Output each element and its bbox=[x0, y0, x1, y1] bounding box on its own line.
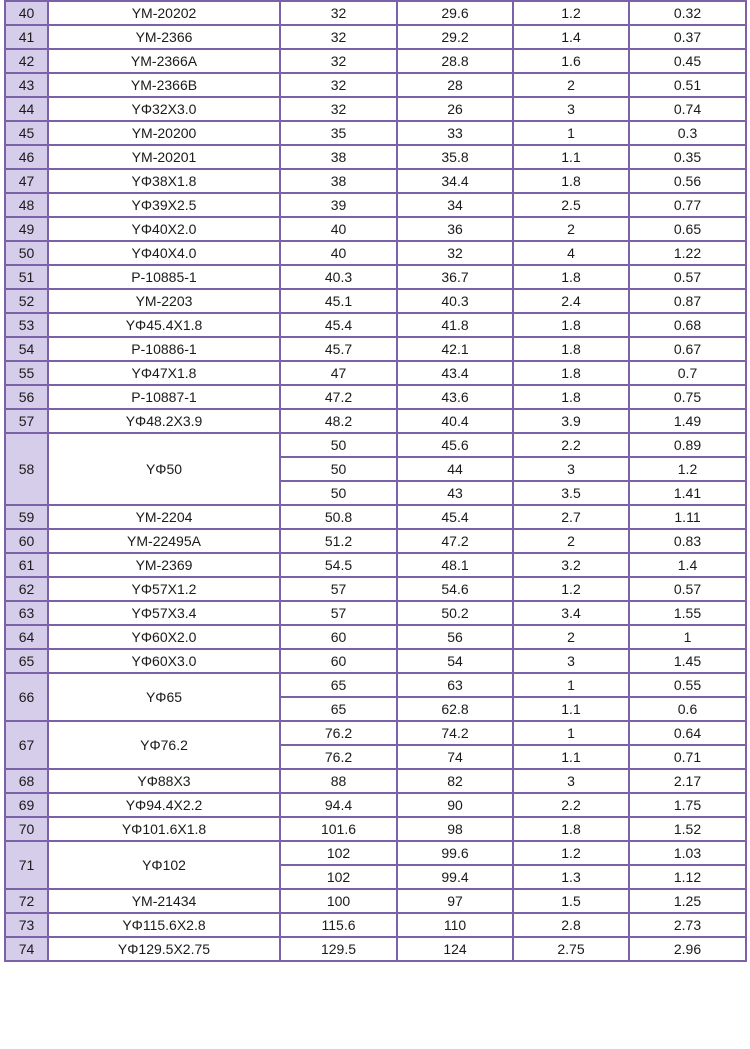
model-cell: YM-2366B bbox=[48, 73, 280, 97]
value-cell: 124 bbox=[397, 937, 513, 961]
row-number: 49 bbox=[5, 217, 48, 241]
value-cell: 88 bbox=[280, 769, 397, 793]
value-cell: 1.3 bbox=[513, 865, 629, 889]
value-cell: 26 bbox=[397, 97, 513, 121]
value-cell: 2.2 bbox=[513, 793, 629, 817]
row-number: 60 bbox=[5, 529, 48, 553]
model-cell: YΦ50 bbox=[48, 433, 280, 505]
row-number: 58 bbox=[5, 433, 48, 505]
value-cell: 3.5 bbox=[513, 481, 629, 505]
value-cell: 0.74 bbox=[629, 97, 746, 121]
value-cell: 2.17 bbox=[629, 769, 746, 793]
model-cell: YM-22495A bbox=[48, 529, 280, 553]
row-number: 56 bbox=[5, 385, 48, 409]
value-cell: 42.1 bbox=[397, 337, 513, 361]
value-cell: 62.8 bbox=[397, 697, 513, 721]
row-number: 71 bbox=[5, 841, 48, 889]
table-row bbox=[5, 49, 746, 73]
value-cell: 129.5 bbox=[280, 937, 397, 961]
table-row bbox=[5, 505, 746, 529]
value-cell: 3 bbox=[513, 769, 629, 793]
model-cell: P-10885-1 bbox=[48, 265, 280, 289]
value-cell: 97 bbox=[397, 889, 513, 913]
value-cell: 99.4 bbox=[397, 865, 513, 889]
table-row bbox=[5, 1, 746, 25]
row-number: 68 bbox=[5, 769, 48, 793]
value-cell: 1.75 bbox=[629, 793, 746, 817]
row-number: 59 bbox=[5, 505, 48, 529]
model-cell: YΦ88X3 bbox=[48, 769, 280, 793]
row-number: 44 bbox=[5, 97, 48, 121]
row-number: 41 bbox=[5, 25, 48, 49]
model-cell: YΦ129.5X2.75 bbox=[48, 937, 280, 961]
row-number: 48 bbox=[5, 193, 48, 217]
value-cell: 115.6 bbox=[280, 913, 397, 937]
value-cell: 44 bbox=[397, 457, 513, 481]
value-cell: 1.5 bbox=[513, 889, 629, 913]
value-cell: 102 bbox=[280, 841, 397, 865]
value-cell: 1 bbox=[513, 721, 629, 745]
value-cell: 0.37 bbox=[629, 25, 746, 49]
value-cell: 3 bbox=[513, 97, 629, 121]
row-number: 74 bbox=[5, 937, 48, 961]
value-cell: 51.2 bbox=[280, 529, 397, 553]
value-cell: 1.8 bbox=[513, 265, 629, 289]
value-cell: 74 bbox=[397, 745, 513, 769]
value-cell: 0.83 bbox=[629, 529, 746, 553]
value-cell: 1 bbox=[513, 673, 629, 697]
model-cell: YΦ45.4X1.8 bbox=[48, 313, 280, 337]
value-cell: 0.7 bbox=[629, 361, 746, 385]
value-cell: 1.8 bbox=[513, 337, 629, 361]
table-row bbox=[5, 577, 746, 601]
value-cell: 0.75 bbox=[629, 385, 746, 409]
model-cell: YΦ32X3.0 bbox=[48, 97, 280, 121]
value-cell: 3.9 bbox=[513, 409, 629, 433]
value-cell: 65 bbox=[280, 697, 397, 721]
row-number: 73 bbox=[5, 913, 48, 937]
value-cell: 0.57 bbox=[629, 577, 746, 601]
value-cell: 76.2 bbox=[280, 721, 397, 745]
model-cell: P-10886-1 bbox=[48, 337, 280, 361]
value-cell: 45.7 bbox=[280, 337, 397, 361]
value-cell: 0.32 bbox=[629, 1, 746, 25]
table-row bbox=[5, 241, 746, 265]
value-cell: 50 bbox=[280, 457, 397, 481]
value-cell: 29.2 bbox=[397, 25, 513, 49]
value-cell: 33 bbox=[397, 121, 513, 145]
value-cell: 1.8 bbox=[513, 817, 629, 841]
model-cell: YΦ39X2.5 bbox=[48, 193, 280, 217]
value-cell: 0.35 bbox=[629, 145, 746, 169]
value-cell: 0.56 bbox=[629, 169, 746, 193]
model-cell: YM-20200 bbox=[48, 121, 280, 145]
model-cell: YΦ38X1.8 bbox=[48, 169, 280, 193]
value-cell: 57 bbox=[280, 577, 397, 601]
value-cell: 1.52 bbox=[629, 817, 746, 841]
table-row bbox=[5, 817, 746, 841]
row-number: 72 bbox=[5, 889, 48, 913]
value-cell: 45.6 bbox=[397, 433, 513, 457]
value-cell: 2.73 bbox=[629, 913, 746, 937]
value-cell: 2 bbox=[513, 217, 629, 241]
row-number: 43 bbox=[5, 73, 48, 97]
row-number: 66 bbox=[5, 673, 48, 721]
value-cell: 1.2 bbox=[513, 1, 629, 25]
value-cell: 2.2 bbox=[513, 433, 629, 457]
table-row bbox=[5, 217, 746, 241]
model-cell: YM-2366 bbox=[48, 25, 280, 49]
value-cell: 50.8 bbox=[280, 505, 397, 529]
table-row bbox=[5, 601, 746, 625]
value-cell: 32 bbox=[280, 97, 397, 121]
row-number: 70 bbox=[5, 817, 48, 841]
value-cell: 40 bbox=[280, 241, 397, 265]
value-cell: 32 bbox=[280, 49, 397, 73]
model-cell: YΦ60X3.0 bbox=[48, 649, 280, 673]
value-cell: 0.57 bbox=[629, 265, 746, 289]
value-cell: 54.6 bbox=[397, 577, 513, 601]
value-cell: 76.2 bbox=[280, 745, 397, 769]
model-cell: YΦ40X4.0 bbox=[48, 241, 280, 265]
value-cell: 1.8 bbox=[513, 361, 629, 385]
table-row bbox=[5, 265, 746, 289]
value-cell: 29.6 bbox=[397, 1, 513, 25]
value-cell: 0.71 bbox=[629, 745, 746, 769]
table-row bbox=[5, 625, 746, 649]
value-cell: 0.64 bbox=[629, 721, 746, 745]
value-cell: 1.1 bbox=[513, 145, 629, 169]
value-cell: 45.4 bbox=[397, 505, 513, 529]
model-cell: YΦ101.6X1.8 bbox=[48, 817, 280, 841]
value-cell: 94.4 bbox=[280, 793, 397, 817]
model-cell: YM-20202 bbox=[48, 1, 280, 25]
value-cell: 40 bbox=[280, 217, 397, 241]
value-cell: 1.41 bbox=[629, 481, 746, 505]
spec-table bbox=[4, 0, 747, 962]
value-cell: 48.2 bbox=[280, 409, 397, 433]
value-cell: 2.4 bbox=[513, 289, 629, 313]
model-cell: YΦ76.2 bbox=[48, 721, 280, 769]
model-cell: YM-2369 bbox=[48, 553, 280, 577]
table-row bbox=[5, 361, 746, 385]
value-cell: 45.1 bbox=[280, 289, 397, 313]
model-cell: YΦ60X2.0 bbox=[48, 625, 280, 649]
table-row bbox=[5, 73, 746, 97]
value-cell: 43.4 bbox=[397, 361, 513, 385]
table-row bbox=[5, 937, 746, 961]
model-cell: YΦ115.6X2.8 bbox=[48, 913, 280, 937]
row-number: 54 bbox=[5, 337, 48, 361]
value-cell: 43.6 bbox=[397, 385, 513, 409]
model-cell: YΦ94.4X2.2 bbox=[48, 793, 280, 817]
value-cell: 50 bbox=[280, 433, 397, 457]
value-cell: 102 bbox=[280, 865, 397, 889]
value-cell: 1.8 bbox=[513, 169, 629, 193]
value-cell: 2.75 bbox=[513, 937, 629, 961]
value-cell: 45.4 bbox=[280, 313, 397, 337]
value-cell: 0.45 bbox=[629, 49, 746, 73]
value-cell: 65 bbox=[280, 673, 397, 697]
model-cell: YM-2204 bbox=[48, 505, 280, 529]
value-cell: 1.8 bbox=[513, 385, 629, 409]
model-cell: YΦ65 bbox=[48, 673, 280, 721]
row-number: 42 bbox=[5, 49, 48, 73]
value-cell: 35 bbox=[280, 121, 397, 145]
value-cell: 28.8 bbox=[397, 49, 513, 73]
row-number: 53 bbox=[5, 313, 48, 337]
value-cell: 54.5 bbox=[280, 553, 397, 577]
value-cell: 1.1 bbox=[513, 745, 629, 769]
value-cell: 60 bbox=[280, 625, 397, 649]
value-cell: 54 bbox=[397, 649, 513, 673]
value-cell: 43 bbox=[397, 481, 513, 505]
value-cell: 3 bbox=[513, 649, 629, 673]
value-cell: 2.96 bbox=[629, 937, 746, 961]
table-row bbox=[5, 289, 746, 313]
model-cell: YΦ48.2X3.9 bbox=[48, 409, 280, 433]
value-cell: 38 bbox=[280, 169, 397, 193]
row-number: 67 bbox=[5, 721, 48, 769]
value-cell: 41.8 bbox=[397, 313, 513, 337]
table-row bbox=[5, 25, 746, 49]
value-cell: 1.22 bbox=[629, 241, 746, 265]
row-number: 57 bbox=[5, 409, 48, 433]
value-cell: 1 bbox=[629, 625, 746, 649]
value-cell: 63 bbox=[397, 673, 513, 697]
table-row bbox=[5, 529, 746, 553]
value-cell: 0.68 bbox=[629, 313, 746, 337]
table-row bbox=[5, 769, 746, 793]
table-row bbox=[5, 913, 746, 937]
value-cell: 0.65 bbox=[629, 217, 746, 241]
value-cell: 1.12 bbox=[629, 865, 746, 889]
value-cell: 47 bbox=[280, 361, 397, 385]
value-cell: 36.7 bbox=[397, 265, 513, 289]
table-row bbox=[5, 889, 746, 913]
value-cell: 2 bbox=[513, 625, 629, 649]
row-number: 40 bbox=[5, 1, 48, 25]
value-cell: 4 bbox=[513, 241, 629, 265]
value-cell: 1.55 bbox=[629, 601, 746, 625]
value-cell: 50 bbox=[280, 481, 397, 505]
row-number: 51 bbox=[5, 265, 48, 289]
model-cell: YΦ57X3.4 bbox=[48, 601, 280, 625]
value-cell: 40.4 bbox=[397, 409, 513, 433]
row-number: 65 bbox=[5, 649, 48, 673]
value-cell: 32 bbox=[280, 73, 397, 97]
value-cell: 0.55 bbox=[629, 673, 746, 697]
row-number: 64 bbox=[5, 625, 48, 649]
value-cell: 0.3 bbox=[629, 121, 746, 145]
row-number: 50 bbox=[5, 241, 48, 265]
value-cell: 1.25 bbox=[629, 889, 746, 913]
table-row bbox=[5, 673, 746, 697]
row-number: 45 bbox=[5, 121, 48, 145]
value-cell: 1.2 bbox=[513, 577, 629, 601]
table-row bbox=[5, 145, 746, 169]
row-number: 69 bbox=[5, 793, 48, 817]
row-number: 52 bbox=[5, 289, 48, 313]
table-row bbox=[5, 841, 746, 865]
value-cell: 56 bbox=[397, 625, 513, 649]
value-cell: 47.2 bbox=[397, 529, 513, 553]
row-number: 61 bbox=[5, 553, 48, 577]
model-cell: YM-2203 bbox=[48, 289, 280, 313]
value-cell: 1.49 bbox=[629, 409, 746, 433]
table-row bbox=[5, 193, 746, 217]
value-cell: 50.2 bbox=[397, 601, 513, 625]
value-cell: 0.89 bbox=[629, 433, 746, 457]
value-cell: 48.1 bbox=[397, 553, 513, 577]
value-cell: 3.2 bbox=[513, 553, 629, 577]
table-row bbox=[5, 433, 746, 457]
value-cell: 60 bbox=[280, 649, 397, 673]
value-cell: 1.6 bbox=[513, 49, 629, 73]
model-cell: YM-20201 bbox=[48, 145, 280, 169]
table-row bbox=[5, 793, 746, 817]
table-row bbox=[5, 409, 746, 433]
model-cell: YM-2366A bbox=[48, 49, 280, 73]
model-cell: YΦ40X2.0 bbox=[48, 217, 280, 241]
table-row bbox=[5, 337, 746, 361]
value-cell: 0.77 bbox=[629, 193, 746, 217]
value-cell: 74.2 bbox=[397, 721, 513, 745]
value-cell: 32 bbox=[397, 241, 513, 265]
value-cell: 1.03 bbox=[629, 841, 746, 865]
value-cell: 35.8 bbox=[397, 145, 513, 169]
value-cell: 0.87 bbox=[629, 289, 746, 313]
value-cell: 100 bbox=[280, 889, 397, 913]
value-cell: 99.6 bbox=[397, 841, 513, 865]
value-cell: 82 bbox=[397, 769, 513, 793]
value-cell: 2.5 bbox=[513, 193, 629, 217]
row-number: 55 bbox=[5, 361, 48, 385]
spec-table-body bbox=[5, 1, 746, 961]
value-cell: 47.2 bbox=[280, 385, 397, 409]
row-number: 47 bbox=[5, 169, 48, 193]
value-cell: 34.4 bbox=[397, 169, 513, 193]
row-number: 46 bbox=[5, 145, 48, 169]
value-cell: 39 bbox=[280, 193, 397, 217]
table-row bbox=[5, 385, 746, 409]
value-cell: 2.8 bbox=[513, 913, 629, 937]
value-cell: 0.51 bbox=[629, 73, 746, 97]
value-cell: 34 bbox=[397, 193, 513, 217]
table-row bbox=[5, 169, 746, 193]
value-cell: 98 bbox=[397, 817, 513, 841]
value-cell: 1.2 bbox=[629, 457, 746, 481]
value-cell: 90 bbox=[397, 793, 513, 817]
value-cell: 1.1 bbox=[513, 697, 629, 721]
value-cell: 1 bbox=[513, 121, 629, 145]
table-row bbox=[5, 649, 746, 673]
value-cell: 1.8 bbox=[513, 313, 629, 337]
value-cell: 101.6 bbox=[280, 817, 397, 841]
table-row bbox=[5, 313, 746, 337]
value-cell: 110 bbox=[397, 913, 513, 937]
value-cell: 3 bbox=[513, 457, 629, 481]
table-row bbox=[5, 721, 746, 745]
model-cell: YΦ57X1.2 bbox=[48, 577, 280, 601]
value-cell: 36 bbox=[397, 217, 513, 241]
table-row bbox=[5, 553, 746, 577]
value-cell: 0.67 bbox=[629, 337, 746, 361]
model-cell: YΦ102 bbox=[48, 841, 280, 889]
row-number: 62 bbox=[5, 577, 48, 601]
table-row bbox=[5, 121, 746, 145]
value-cell: 2 bbox=[513, 529, 629, 553]
value-cell: 2.7 bbox=[513, 505, 629, 529]
model-cell: YΦ47X1.8 bbox=[48, 361, 280, 385]
model-cell: YM-21434 bbox=[48, 889, 280, 913]
model-cell: P-10887-1 bbox=[48, 385, 280, 409]
value-cell: 1.45 bbox=[629, 649, 746, 673]
value-cell: 28 bbox=[397, 73, 513, 97]
value-cell: 1.4 bbox=[513, 25, 629, 49]
value-cell: 38 bbox=[280, 145, 397, 169]
table-row bbox=[5, 97, 746, 121]
value-cell: 32 bbox=[280, 1, 397, 25]
value-cell: 57 bbox=[280, 601, 397, 625]
value-cell: 40.3 bbox=[397, 289, 513, 313]
value-cell: 32 bbox=[280, 25, 397, 49]
value-cell: 0.6 bbox=[629, 697, 746, 721]
value-cell: 2 bbox=[513, 73, 629, 97]
row-number: 63 bbox=[5, 601, 48, 625]
value-cell: 1.4 bbox=[629, 553, 746, 577]
value-cell: 40.3 bbox=[280, 265, 397, 289]
value-cell: 1.2 bbox=[513, 841, 629, 865]
value-cell: 3.4 bbox=[513, 601, 629, 625]
value-cell: 1.11 bbox=[629, 505, 746, 529]
